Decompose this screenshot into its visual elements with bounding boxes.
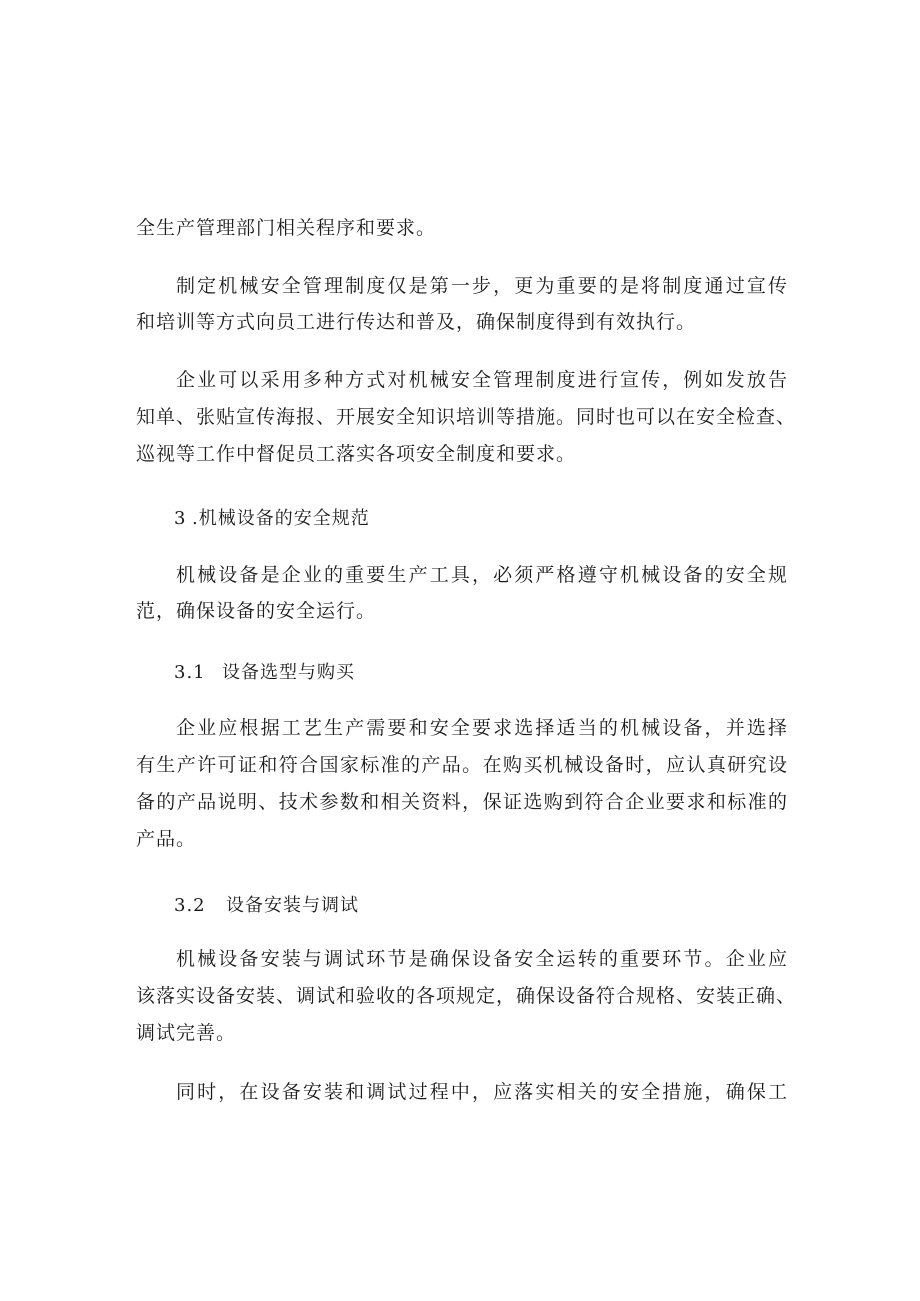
paragraph-line: 有生产许可证和符合国家标准的产品。在购买机械设备时，应认真研究设 <box>136 754 788 776</box>
paragraph-line: 制定机械安全管理制度仅是第一步，更为重要的是将制度通过宣传 <box>176 275 788 297</box>
paragraph-line: 机械设备是企业的重要生产工具，必须严格遵守机械设备的安全规 <box>176 564 788 586</box>
section-title: 设备选型与购买 <box>222 662 355 683</box>
section-number: 3 <box>174 508 187 529</box>
paragraph-line: 备的产品说明、技术参数和相关资料，保证选购到符合企业要求和标准的 <box>136 791 788 813</box>
section-heading <box>174 661 824 685</box>
paragraph-line: 全生产管理部门相关程序和要求。 <box>136 217 437 239</box>
paragraph-line: 巡视等工作中督促员工落实各项安全制度和要求。 <box>136 443 577 465</box>
paragraph-line: 知单、张贴宣传海报、开展安全知识培训等措施。同时也可以在安全检查、 <box>136 406 797 428</box>
section-heading <box>174 507 824 531</box>
paragraph-line: 调试完善。 <box>136 1022 237 1044</box>
paragraph-line: 该落实设备安装、调试和验收的各项规定，确保设备符合规格、安装正确、 <box>136 985 797 1007</box>
paragraph-line: 企业应根据工艺生产需要和安全要求选择适当的机械设备，并选择 <box>176 717 788 739</box>
section-title: 设备安装与调试 <box>226 895 359 916</box>
paragraph-line: 产品。 <box>136 828 197 850</box>
section-number: 3.1 <box>174 662 206 683</box>
paragraph-line: 企业可以采用多种方式对机械安全管理制度进行宣传，例如发放告 <box>176 369 788 391</box>
section-number: 3.2 <box>174 895 206 916</box>
section-title: .机械设备的安全规范 <box>192 508 370 529</box>
paragraph-line: 同时，在设备安装和调试过程中，应落实相关的安全措施，确保工 <box>176 1081 788 1103</box>
paragraph-line: 范，确保设备的安全运行。 <box>136 600 377 622</box>
paragraph-line: 和培训等方式向员工进行传达和普及，确保制度得到有效执行。 <box>136 311 697 333</box>
section-heading <box>174 894 824 918</box>
paragraph-line: 机械设备安装与调试环节是确保设备安全运转的重要环节。企业应 <box>176 948 788 970</box>
